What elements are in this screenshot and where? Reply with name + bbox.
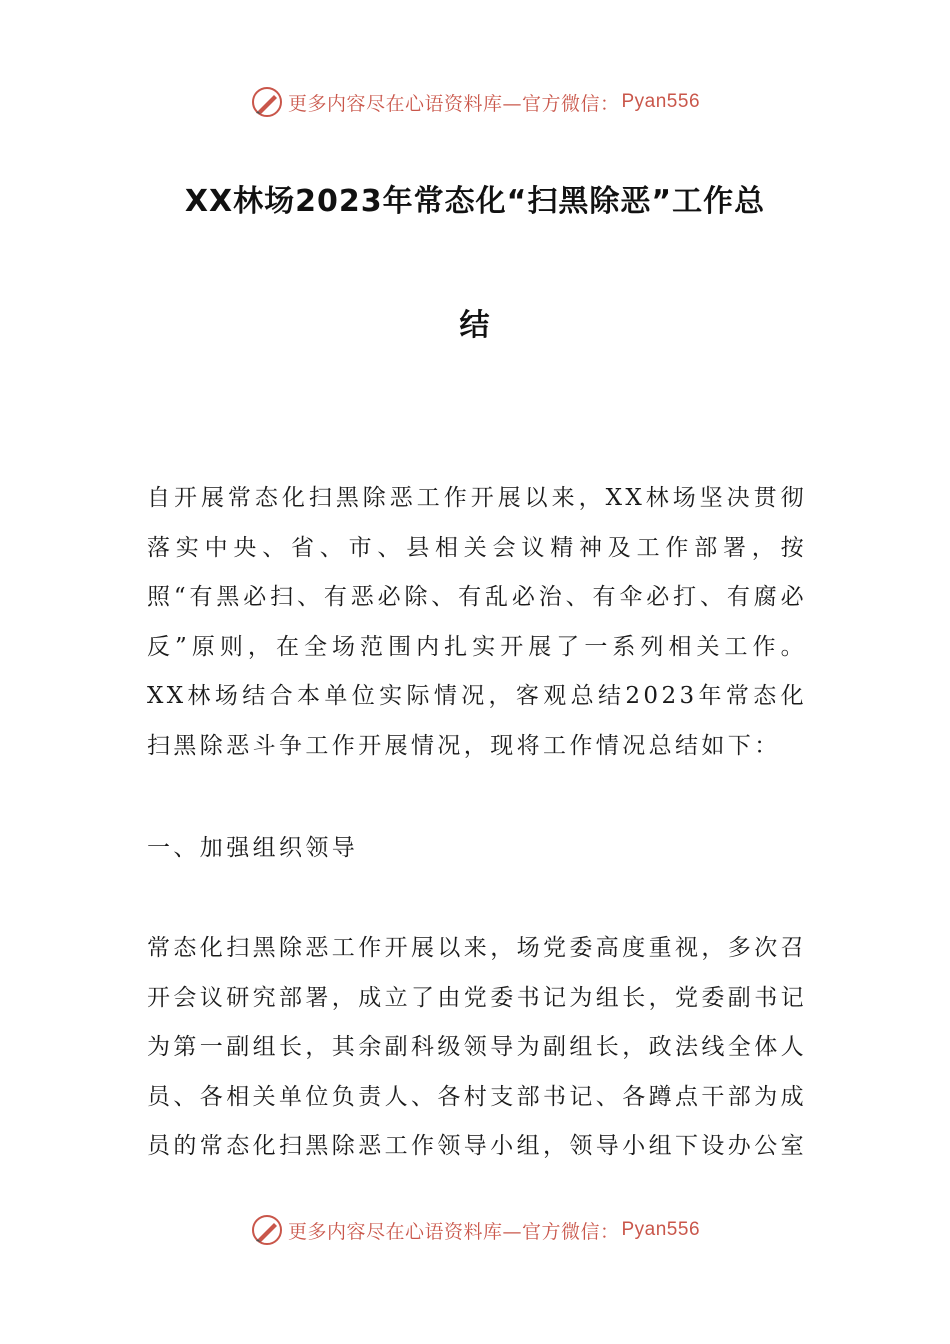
watermark-text: 更多内容尽在心语资料库—官方微信： <box>287 92 620 115</box>
pen-logo-icon <box>250 85 284 119</box>
watermark-wechat-id: Pyan556 <box>621 91 701 112</box>
watermark-header <box>0 82 950 122</box>
document-title-line2: 结 <box>459 308 491 343</box>
pen-logo-icon <box>250 1213 284 1247</box>
section-heading: 一、加强组织领导 <box>147 835 359 861</box>
intro-paragraph: 自开展常态化扫黑除恶工作开展以来，XX林场坚决贯彻落实中央、省、市、县相关会议精神及工作部署，按照“有黑必扫、有恶必除、有乱必治、有伞必打、有腐必反”原则，在全场范围内扎实开展了一系列相关工作。XX林场结合本单位实际情况，客观总结2023年常态化扫黑除恶斗争工作开展情况，现将工作情况总结如下： <box>147 485 807 759</box>
watermark-footer <box>0 1210 950 1250</box>
section-body-paragraph: 常态化扫黑除恶工作开展以来，场党委高度重视，多次召开会议研究部署，成立了由党委书记为组长，党委副书记为第一副组长，其余副科级领导为副组长，政法线全体人员、各相关单位负责人、各村支部书记、各蹲点干部为成员的常态化扫黑除恶工作领导小组，领导小组下设办公室 <box>147 935 807 1159</box>
watermark-text: 更多内容尽在心语资料库—官方微信： <box>287 1220 620 1243</box>
document-title-line1: XX林场2023年常态化“扫黑除恶”工作总 <box>184 184 766 219</box>
watermark-wechat-id: Pyan556 <box>621 1219 701 1240</box>
